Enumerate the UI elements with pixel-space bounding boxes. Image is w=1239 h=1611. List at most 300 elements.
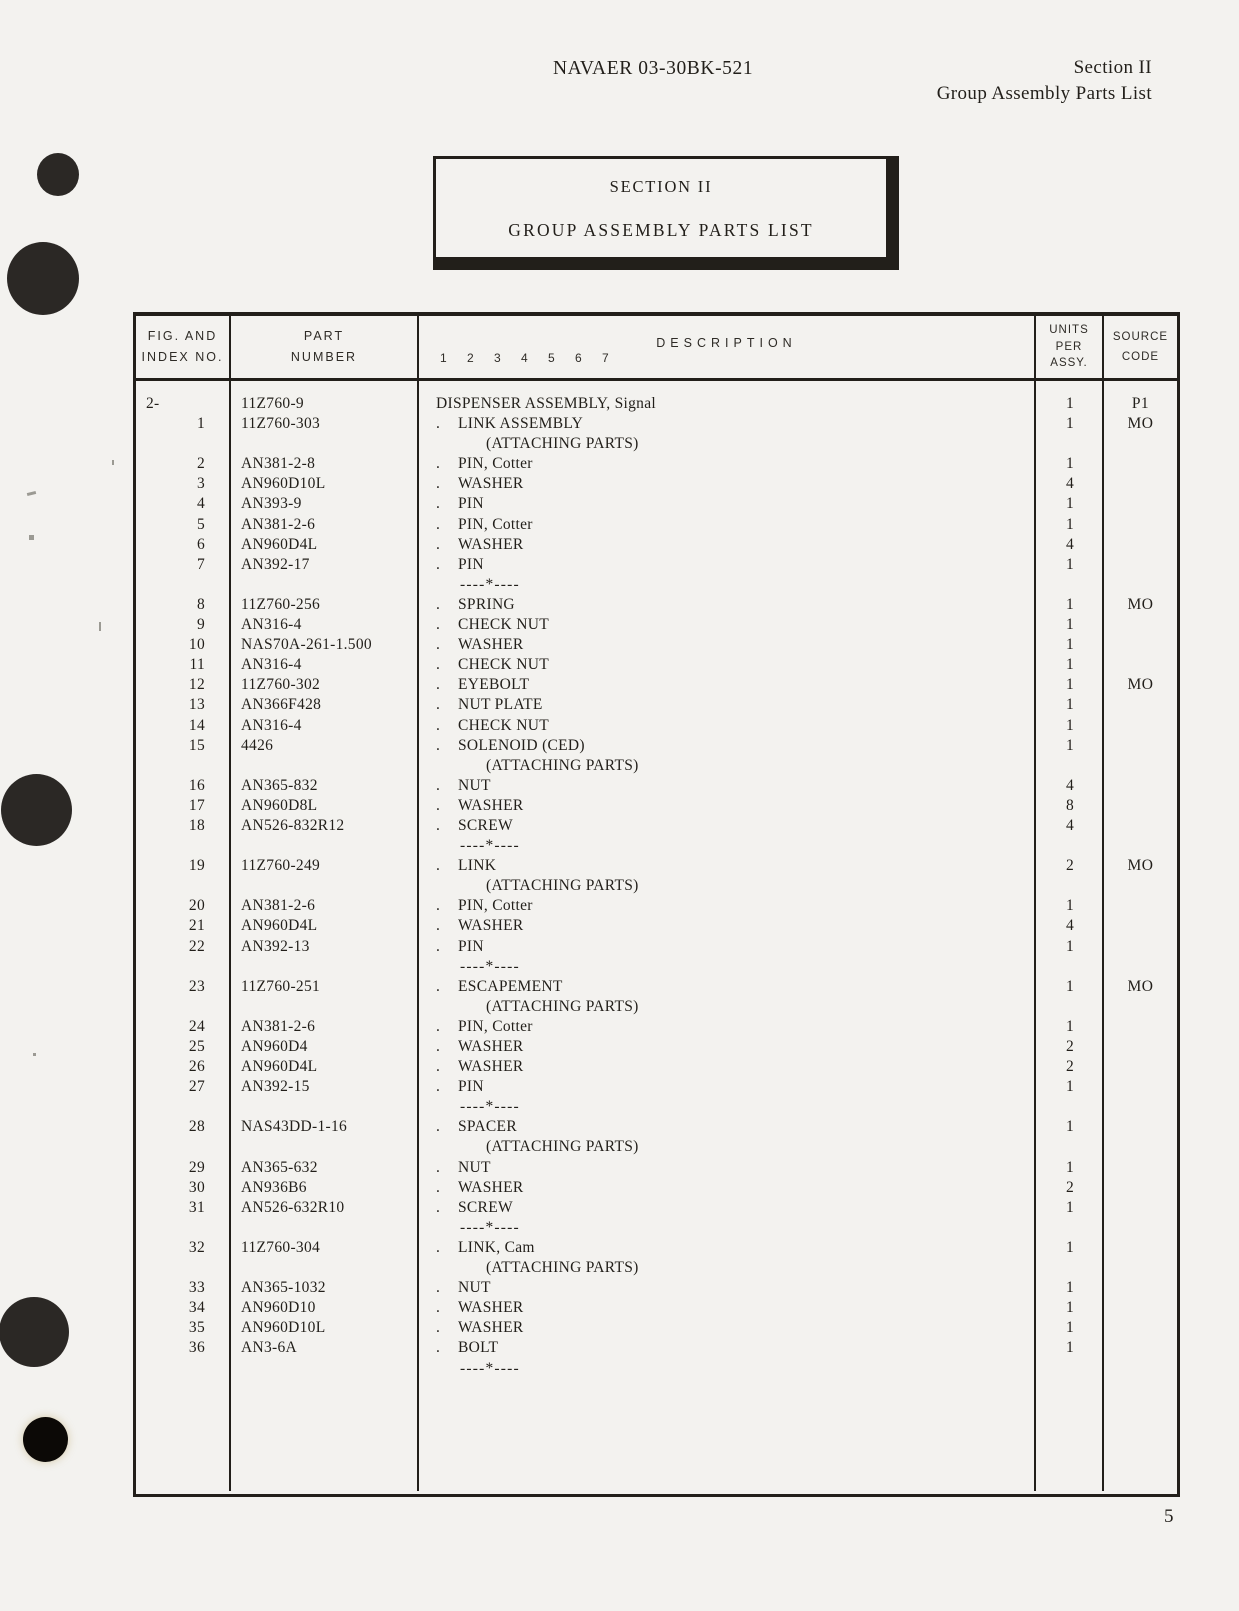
header-fig-index: FIG. AND INDEX NO. [136, 316, 231, 378]
table-row [136, 595, 1177, 615]
source-code-cell [1104, 1057, 1177, 1077]
part-number-cell: AN960D4L [241, 917, 318, 935]
units-per-assy-cell: 1 [1065, 656, 1075, 674]
units-per-assy-cell: 2 [1065, 1038, 1075, 1055]
index-number: 16 [188, 776, 205, 794]
description-cell: ----*---- [460, 575, 520, 593]
description-cell: . PIN [436, 555, 484, 573]
description-cell: ----*---- [460, 1098, 520, 1116]
table-row [136, 896, 1177, 916]
part-number-cell: AN316-4 [241, 616, 302, 634]
table-row [136, 1158, 1177, 1178]
fig-index-cell [136, 1137, 231, 1157]
header-source-code: SOURCE CODE [1112, 331, 1169, 363]
scan-speck [99, 622, 101, 631]
description-cell: . SPRING [436, 595, 515, 613]
units-per-assy-cell: 1 [1065, 1017, 1075, 1035]
part-number-cell: AN392-13 [241, 937, 310, 955]
part-number-cell [231, 434, 419, 454]
description-cell: . EYEBOLT [436, 676, 530, 694]
index-number: 32 [188, 1238, 205, 1256]
description-cell: . CHECK NUT [436, 616, 549, 634]
table-row [136, 816, 1177, 836]
units-per-assy-cell [1036, 756, 1104, 776]
source-code-cell: P1 [1131, 395, 1150, 412]
table-row [136, 675, 1177, 695]
source-code-cell [1104, 494, 1177, 514]
units-per-assy-cell: 1 [1065, 636, 1075, 654]
units-per-assy-cell: 1 [1065, 977, 1075, 995]
index-number: 20 [188, 897, 205, 915]
table-row [136, 1298, 1177, 1318]
units-per-assy-cell: 1 [1065, 455, 1075, 473]
table-row [136, 776, 1177, 796]
section-title-box [433, 156, 899, 270]
index-number: 14 [188, 716, 205, 734]
units-per-assy-cell: 1 [1065, 616, 1075, 634]
part-number-cell [231, 876, 419, 896]
part-number-cell [231, 997, 419, 1017]
table-body [136, 381, 1177, 1491]
index-number: 27 [188, 1078, 205, 1096]
units-per-assy-cell: 1 [1065, 395, 1075, 412]
fig-index-cell [136, 1158, 231, 1178]
part-number-cell [231, 957, 419, 977]
source-code-cell [1104, 776, 1177, 796]
source-code-cell [1104, 555, 1177, 575]
table-row [136, 615, 1177, 635]
index-number: 5 [196, 515, 205, 533]
fig-index-cell [136, 776, 231, 796]
units-per-assy-cell [1036, 1258, 1104, 1278]
source-code-cell [1104, 1258, 1177, 1278]
fig-index-cell [136, 1359, 231, 1379]
fig-index-cell [136, 535, 231, 555]
table-row [136, 916, 1177, 936]
part-number-cell: AN960D10L [241, 475, 326, 493]
units-per-assy-cell: 2 [1065, 1178, 1075, 1196]
description-cell: . WASHER [436, 796, 524, 814]
description-cell: (ATTACHING PARTS) [486, 1138, 639, 1156]
fig-index-cell [136, 635, 231, 655]
fig-index-cell [136, 716, 231, 736]
units-per-assy-cell: 1 [1065, 696, 1075, 714]
units-per-assy-cell: 1 [1065, 937, 1075, 955]
part-number-cell [231, 1097, 419, 1117]
source-code-cell [1104, 1077, 1177, 1097]
table-row [136, 1238, 1177, 1258]
fig-index-cell [136, 856, 231, 876]
source-code-cell [1104, 1318, 1177, 1338]
index-number: 10 [188, 636, 205, 654]
units-per-assy-cell [1036, 957, 1104, 977]
index-number: 26 [188, 1058, 205, 1076]
scan-speck [27, 491, 36, 496]
units-per-assy-cell: 1 [1065, 515, 1075, 533]
description-cell: . SOLENOID (CED) [436, 736, 585, 754]
fig-index-cell [136, 796, 231, 816]
part-number-cell: AN365-1032 [241, 1279, 326, 1297]
fig-index-cell [136, 434, 231, 454]
part-number-cell: 11Z760-304 [241, 1238, 321, 1256]
fig-index-cell [136, 555, 231, 575]
table-row [136, 1318, 1177, 1338]
units-per-assy-cell: 1 [1065, 1238, 1075, 1256]
table-row [136, 414, 1177, 434]
section-title: SECTION II [609, 177, 713, 196]
fig-index-cell [136, 414, 231, 434]
header-part-number: PART NUMBER [231, 316, 419, 378]
part-number-cell: AN960D4 [241, 1038, 308, 1055]
fig-index-cell [136, 977, 231, 997]
table-row [136, 1218, 1177, 1238]
part-number-cell: AN526-632R10 [241, 1198, 345, 1216]
header-description: DESCRIPTION 1 2 3 4 5 6 7 [419, 316, 1036, 378]
part-number-cell [231, 1359, 419, 1379]
table-row [136, 756, 1177, 776]
part-number-cell: 11Z760-249 [241, 857, 321, 875]
table-row [136, 515, 1177, 535]
source-code-cell [1104, 1198, 1177, 1218]
source-code-cell [1104, 434, 1177, 454]
scan-speck [29, 535, 34, 540]
fig-index-cell [136, 836, 231, 856]
fig-index-cell [136, 675, 231, 695]
table-row [136, 836, 1177, 856]
source-code-cell [1104, 635, 1177, 655]
description-cell: . WASHER [436, 1058, 524, 1076]
table-row [136, 1137, 1177, 1157]
description-cell: . WASHER [436, 535, 524, 553]
index-number: 6 [196, 535, 205, 553]
fig-index-cell [136, 736, 231, 756]
units-per-assy-cell [1036, 1097, 1104, 1117]
scan-speck [33, 1053, 36, 1056]
part-number-cell: AN960D4L [241, 535, 318, 553]
table-row [136, 434, 1177, 454]
table-row [136, 1017, 1177, 1037]
source-code-cell [1104, 1158, 1177, 1178]
parts-table [133, 312, 1180, 1497]
index-number: 9 [196, 616, 205, 634]
source-code-cell [1104, 1037, 1177, 1057]
index-number: 29 [188, 1158, 205, 1176]
fig-index-cell [136, 1238, 231, 1258]
fig-index-cell [136, 997, 231, 1017]
index-number: 7 [196, 555, 205, 573]
units-per-assy-cell: 1 [1065, 415, 1075, 433]
source-code-cell [1104, 916, 1177, 936]
description-cell: . WASHER [436, 1299, 524, 1317]
part-number-cell [231, 1218, 419, 1238]
units-per-assy-cell: 2 [1065, 1058, 1075, 1076]
fig-index-cell [136, 1278, 231, 1298]
description-cell: (ATTACHING PARTS) [486, 756, 639, 774]
units-per-assy-cell: 1 [1065, 897, 1075, 915]
index-number: 1 [196, 415, 205, 433]
index-number: 23 [188, 977, 205, 995]
source-code-cell [1104, 836, 1177, 856]
fig-index-cell [136, 1097, 231, 1117]
units-per-assy-cell: 1 [1065, 1078, 1075, 1096]
part-number-cell: 11Z760-303 [241, 415, 321, 433]
header-units-per-assy: UNITS PER ASSY. [1036, 316, 1104, 378]
part-number-cell: NAS43DD-1-16 [241, 1118, 348, 1136]
part-number-cell: AN936B6 [241, 1178, 307, 1196]
table-row [136, 876, 1177, 896]
description-cell: . ESCAPEMENT [436, 977, 563, 995]
part-number-cell: AN316-4 [241, 656, 302, 674]
units-per-assy-cell: 4 [1065, 475, 1075, 493]
fig-index-cell [136, 595, 231, 615]
fig-index-cell [136, 1178, 231, 1198]
index-number: 36 [188, 1339, 205, 1357]
description-cell: (ATTACHING PARTS) [486, 435, 639, 453]
fig-index-cell [136, 515, 231, 535]
table-row [136, 1037, 1177, 1057]
part-number-cell: 11Z760-251 [241, 977, 321, 995]
units-per-assy-cell [1036, 434, 1104, 454]
table-row [136, 1359, 1177, 1379]
description-cell: . WASHER [436, 636, 524, 654]
description-cell: . PIN [436, 495, 484, 513]
description-cell: . WASHER [436, 475, 524, 493]
fig-index-cell [136, 1017, 231, 1037]
fig-index-cell [136, 876, 231, 896]
table-row [136, 695, 1177, 715]
index-number: 8 [196, 595, 205, 613]
source-code-cell: MO [1127, 857, 1154, 875]
units-per-assy-cell: 1 [1065, 1279, 1075, 1297]
table-row [136, 635, 1177, 655]
part-number-cell: AN392-17 [241, 555, 310, 573]
fig-index-cell [136, 1298, 231, 1318]
description-cell: . LINK ASSEMBLY [436, 415, 584, 433]
table-row [136, 796, 1177, 816]
description-cell: . PIN [436, 1078, 484, 1096]
index-number: 33 [188, 1279, 205, 1297]
index-number: 34 [188, 1299, 205, 1317]
index-number: 17 [188, 796, 205, 814]
units-per-assy-cell [1036, 575, 1104, 595]
description-cell: . PIN [436, 937, 484, 955]
units-per-assy-cell: 1 [1065, 736, 1075, 754]
index-number: 21 [188, 917, 205, 935]
source-code-cell [1104, 1017, 1177, 1037]
source-code-cell [1104, 454, 1177, 474]
table-row [136, 535, 1177, 555]
table-row [136, 957, 1177, 977]
table-header-row [136, 316, 1177, 381]
source-code-cell: MO [1127, 676, 1154, 694]
index-number: 12 [188, 676, 205, 694]
units-per-assy-cell: 4 [1065, 776, 1075, 794]
index-number: 28 [188, 1118, 205, 1136]
part-number-cell: AN393-9 [241, 495, 302, 513]
source-code-cell [1104, 1137, 1177, 1157]
description-cell: . CHECK NUT [436, 656, 549, 674]
fig-index-cell [136, 1198, 231, 1218]
units-per-assy-cell: 2 [1065, 857, 1075, 875]
column-divider [1102, 381, 1104, 1491]
index-number: 13 [188, 696, 205, 714]
table-row [136, 1057, 1177, 1077]
column-divider [417, 381, 419, 1491]
fig-index-cell [136, 1117, 231, 1137]
units-per-assy-cell [1036, 1218, 1104, 1238]
source-code-cell [1104, 957, 1177, 977]
description-cell: . WASHER [436, 1178, 524, 1196]
index-number: 4 [196, 495, 205, 513]
index-number: 3 [196, 475, 205, 493]
source-code-cell [1104, 716, 1177, 736]
source-code-cell [1104, 796, 1177, 816]
description-cell: . PIN, Cotter [436, 455, 533, 473]
index-number: 15 [188, 736, 205, 754]
source-code-cell [1104, 1298, 1177, 1318]
part-number-cell [231, 575, 419, 595]
units-per-assy-cell: 1 [1065, 595, 1075, 613]
source-code-cell [1104, 1178, 1177, 1198]
fig-index-cell [136, 454, 231, 474]
description-cell: . CHECK NUT [436, 716, 549, 734]
source-code-cell [1104, 1097, 1177, 1117]
description-cell: ----*---- [460, 1359, 520, 1377]
source-code-cell [1104, 1338, 1177, 1358]
table-row [136, 494, 1177, 514]
table-row [136, 997, 1177, 1017]
source-code-cell [1104, 695, 1177, 715]
table-row [136, 1258, 1177, 1278]
part-number-cell [231, 836, 419, 856]
fig-index-cell [136, 1318, 231, 1338]
fig-index-cell [136, 655, 231, 675]
binder-hole [1, 774, 72, 846]
table-row [136, 736, 1177, 756]
units-per-assy-cell: 1 [1065, 1118, 1075, 1136]
source-code-cell [1104, 736, 1177, 756]
part-number-cell [231, 1137, 419, 1157]
table-row [136, 1198, 1177, 1218]
part-number-cell [231, 1258, 419, 1278]
units-per-assy-cell: 4 [1065, 535, 1075, 553]
table-row [136, 1117, 1177, 1137]
description-cell: . NUT PLATE [436, 696, 543, 714]
part-number-cell: AN960D10 [241, 1299, 316, 1317]
units-per-assy-cell: 1 [1065, 1158, 1075, 1176]
part-number-cell: 11Z760-302 [241, 676, 321, 694]
description-cell: . SCREW [436, 816, 513, 834]
source-code-cell [1104, 1359, 1177, 1379]
binder-hole [23, 1417, 68, 1462]
index-number: 24 [188, 1017, 205, 1035]
page-number: 5 [1164, 1506, 1174, 1527]
units-per-assy-cell: 1 [1065, 1299, 1075, 1317]
units-per-assy-cell: 1 [1065, 555, 1075, 573]
description-cell: . SPACER [436, 1118, 517, 1136]
page-header-right [937, 55, 1152, 107]
part-number-cell: AN381-2-6 [241, 515, 316, 533]
header-section-sublabel: Group Assembly Parts List [936, 83, 1152, 104]
units-per-assy-cell: 1 [1065, 716, 1075, 734]
units-per-assy-cell: 4 [1065, 816, 1075, 834]
table-row [136, 937, 1177, 957]
source-code-cell: MO [1127, 595, 1154, 613]
description-cell: . BOLT [436, 1339, 499, 1357]
units-per-assy-cell: 1 [1065, 676, 1075, 694]
source-code-cell [1104, 1238, 1177, 1258]
table-row [136, 1178, 1177, 1198]
description-cell: (ATTACHING PARTS) [486, 997, 639, 1015]
fig-index-cell [136, 1037, 231, 1057]
source-code-cell [1104, 816, 1177, 836]
units-per-assy-cell: 8 [1065, 796, 1075, 814]
table-row [136, 575, 1177, 595]
table-row [136, 555, 1177, 575]
column-divider [1034, 381, 1036, 1491]
description-cell: ----*---- [460, 957, 520, 975]
description-cell: . SCREW [436, 1198, 513, 1216]
table-row [136, 977, 1177, 997]
index-number: 22 [188, 937, 205, 955]
source-code-cell [1104, 937, 1177, 957]
description-cell: . NUT [436, 776, 491, 794]
source-code-cell [1104, 876, 1177, 896]
part-number-cell: AN365-632 [241, 1158, 318, 1176]
part-number-cell: AN381-2-6 [241, 897, 316, 915]
description-cell: . WASHER [436, 1038, 524, 1055]
fig-index-cell [136, 1057, 231, 1077]
index-number: 11 [189, 656, 205, 674]
fig-index-cell [136, 575, 231, 595]
scan-speck [112, 460, 114, 465]
doc-number: NAVAER 03-30BK-521 [553, 58, 754, 79]
part-number-cell [231, 756, 419, 776]
indent-level-scale: 1 2 3 4 5 6 7 [440, 351, 618, 365]
part-number-cell: AN526-832R12 [241, 816, 345, 834]
units-per-assy-cell: 1 [1065, 1198, 1075, 1216]
fig-index-cell [136, 957, 231, 977]
units-per-assy-cell [1036, 1137, 1104, 1157]
fig-index-cell [136, 615, 231, 635]
part-number-cell: 4426 [241, 736, 274, 754]
source-code-cell [1104, 997, 1177, 1017]
fig-index-cell [136, 494, 231, 514]
part-number-cell: 11Z760-9 [241, 395, 304, 412]
index-number: 18 [188, 816, 205, 834]
fig-index-cell [136, 756, 231, 776]
part-number-cell: 11Z760-256 [241, 595, 321, 613]
description-cell: . NUT [436, 1158, 491, 1176]
part-number-cell: NAS70A-261-1.500 [241, 636, 372, 654]
units-per-assy-cell [1036, 997, 1104, 1017]
fig-index-cell [136, 896, 231, 916]
table-row [136, 1338, 1177, 1358]
fig-index-cell [136, 394, 231, 414]
units-per-assy-cell [1036, 876, 1104, 896]
table-row [136, 474, 1177, 494]
units-per-assy-cell: 1 [1065, 495, 1075, 513]
fig-index-cell [136, 474, 231, 494]
description-cell: (ATTACHING PARTS) [486, 1259, 639, 1277]
source-code-cell [1104, 575, 1177, 595]
figure-number: 2- [146, 395, 160, 412]
source-code-cell [1104, 615, 1177, 635]
part-number-cell: AN365-832 [241, 776, 318, 794]
description-cell: . PIN, Cotter [436, 515, 533, 533]
units-per-assy-cell [1036, 1359, 1104, 1379]
index-number: 19 [188, 857, 205, 875]
